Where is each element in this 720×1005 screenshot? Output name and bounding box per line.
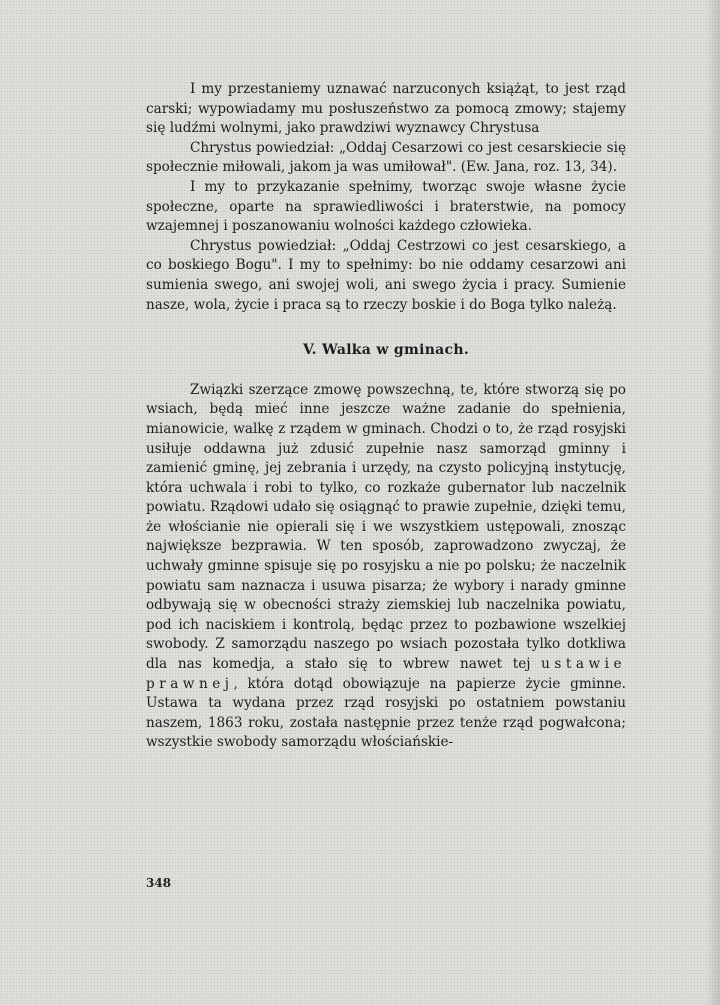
section-paragraph-part1: Związki szerzące zmowę powszechną, te, które stworzą się po wsiach, będą mieć inne jeszcze ważne zadanie do spełnienia, mianowicie, walkę z rządem w gminach. Chodzi o to, że rząd rosyjski usiłuje oddawna już zdusić zupełnie nasz samorząd gminny i zamienić gminę, jej zebrania i urzędy, na czysto policyjną instytucję, która uchwala i robi to tylko, co rozkaże gubernator lub naczelnik powiatu. Rządowi udało się osiągnąć to prawie zupełnie, dzięki temu, że włościanie nie opierali się i we wszystkiem ustępowali, znosząc największe bezprawia. W ten sposób, zaprowadzono zwyczaj, że uchwały gminne spisuje się po rosyjsku a nie po polsku; że naczelnik powiatu sam naznacza i usuwa pisarza; że wybory i narady gminne odbywają się w obecności straży ziemskiej lub naczelnika powiatu, pod ich naciskiem i kontrolą, będąc przez to pozbawione wszelkiej swobody. Z samorządu naszego po wsiach pozostała tylko dotkliwa dla nas komedja, a stało się to wbrew nawet tej xyxy=(146,381,626,673)
paragraph-3: I my to przykazanie spełnimy, tworząc swoje własne życie społeczne, oparte na sprawiedliwości i braterstwie, na pomocy wzajemnej i poszanowaniu wolności każdego człowieka. xyxy=(146,178,626,235)
section-paragraph xyxy=(146,381,626,753)
body-text xyxy=(146,80,626,753)
spaced-emphasis: ustawie prawnej xyxy=(146,656,626,692)
paragraph-2: Chrystus powiedział: „Oddaj Cesarzowi co jest cesarskiecie się społecznie miłowali, jakom ja was umiłował". (Ew. Jana, roz. 13, 34). xyxy=(146,139,626,176)
paragraph-4: Chrystus powiedział: „Oddaj Cestrzowi co jest cesarskiego, a co boskiego Bogu". I my to spełnimy: bo nie oddamy cesarzowi ani sumienia swego, ani swojej woli, ani swego życia i pracy. Sumienie nasze, wola, życie i praca są to rzeczy boskie i do Boga tylko należą. xyxy=(146,237,626,313)
page-number: 348 xyxy=(146,876,172,890)
section-heading: V. Walka w gminach. xyxy=(302,342,470,359)
page-edge-shadow xyxy=(706,0,720,1005)
paragraph-1: I my przestaniemy uznawać narzuconych książąt, to jest rząd carski; wypowiadamy mu posłuszeństwo za pomocą zmowy; stajemy się ludźmi wolnymi, jako prawdziwi wyznawcy Chrystusa xyxy=(146,81,626,137)
section-paragraph-part2: , która dotąd obowiązuje na papierze życie gminne. Ustawa ta wydana przez rząd rosyjski po ostatniem powstaniu naszem, 1863 roku, została następnie przez tenże rząd pogwałcona; wszystkie swobody samorządu włościańskie- xyxy=(146,675,626,751)
